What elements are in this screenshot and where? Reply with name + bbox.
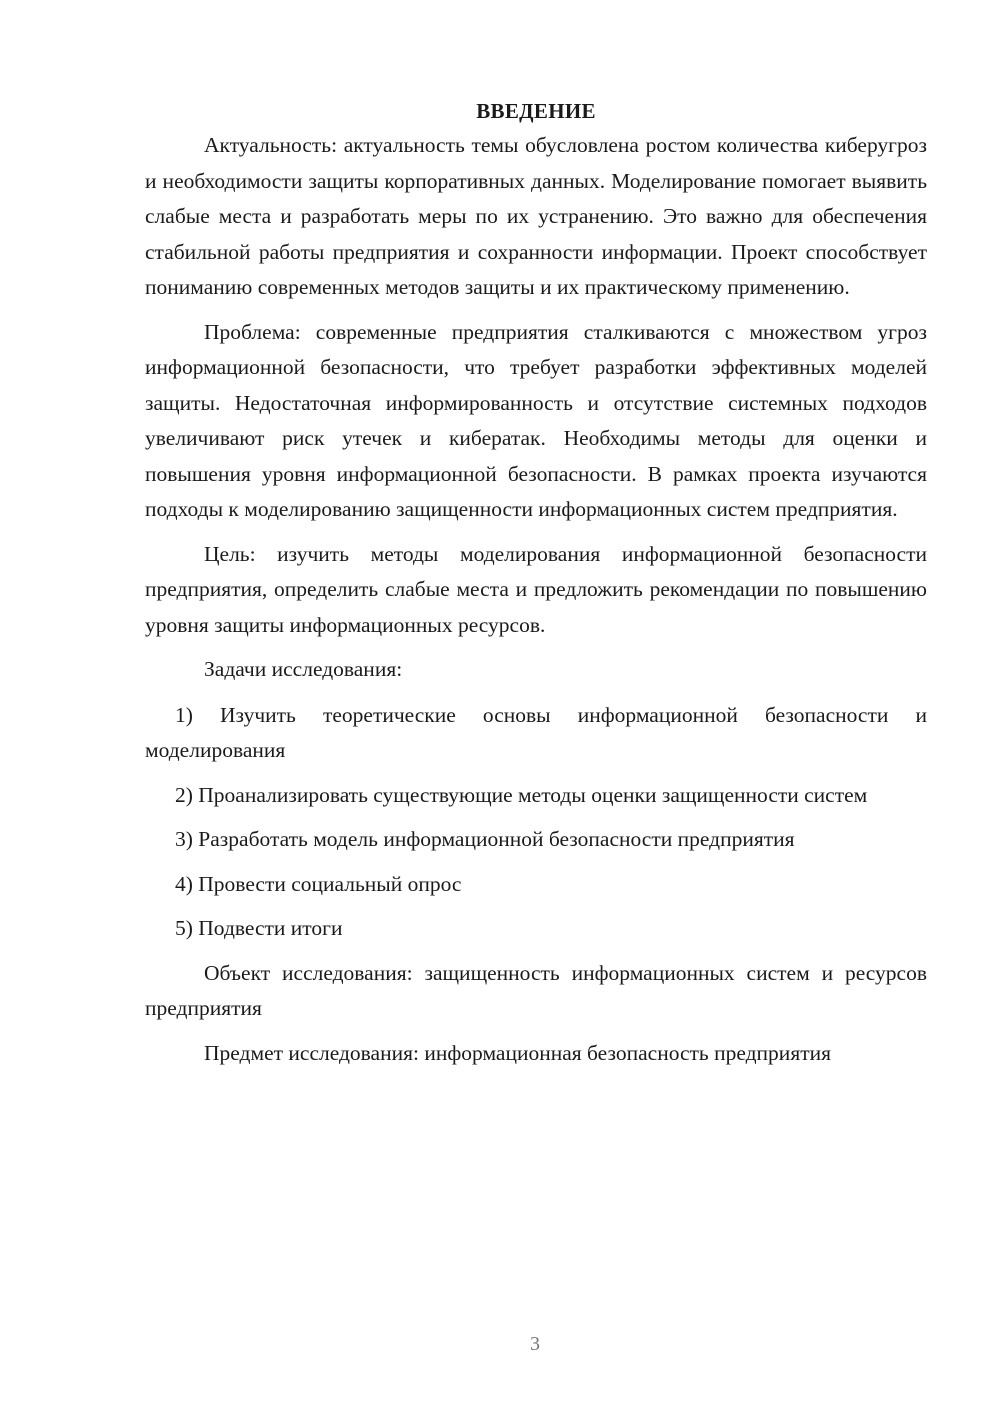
problem-paragraph: Проблема: современные предприятия сталкиваются с множеством угроз информационной безопасности, что требует разработки эффективных моделей защиты. Недостаточная информированность и отсутствие системных подходов увеличивают риск утечек и кибератак. Необходимы методы для оценки и повышения уровня информационной безопасности. В рамках проекта изучаются подходы к моделированию защищенности информационных систем предприятия. — [145, 319, 927, 521]
task-item-2: 2) Проанализировать существующие методы оценки защищенности систем — [175, 782, 868, 807]
page-number: 3 — [530, 1333, 540, 1355]
relevance-paragraph: Актуальность: актуальность темы обусловлена ростом количества киберугроз и необходимости защиты корпоративных данных. Моделирование помогает выявить слабые места и разработать меры по их устранению. Это важно для обеспечения стабильной работы предприятия и сохранности информации. Проект способствует пониманию современных методов защиты и их практическому применению. — [145, 133, 927, 299]
task-item-5: 5) Подвести итоги — [175, 916, 343, 940]
task-item-4: 4) Провести социальный опрос — [175, 871, 462, 896]
task-item-3: 3) Разработать модель информационной безопасности предприятия — [175, 827, 795, 851]
goal-paragraph: Цель: изучить методы моделирования информационной безопасности предприятия, определить слабые места и предложить рекомендации по повышению уровня защиты информационных ресурсов. — [145, 541, 927, 637]
task-item-1: 1) Изучить теоретические основы информационной безопасности и моделирования — [145, 702, 927, 762]
section-title: ВВЕДЕНИЕ — [476, 99, 596, 123]
object-paragraph: Объект исследования: защищенность информационных систем и ресурсов предприятия — [145, 960, 927, 1020]
subject-paragraph: Предмет исследования: информационная безопасность предприятия — [204, 1040, 831, 1065]
tasks-heading: Задачи исследования: — [204, 657, 403, 681]
document-page — [145, 95, 927, 1080]
